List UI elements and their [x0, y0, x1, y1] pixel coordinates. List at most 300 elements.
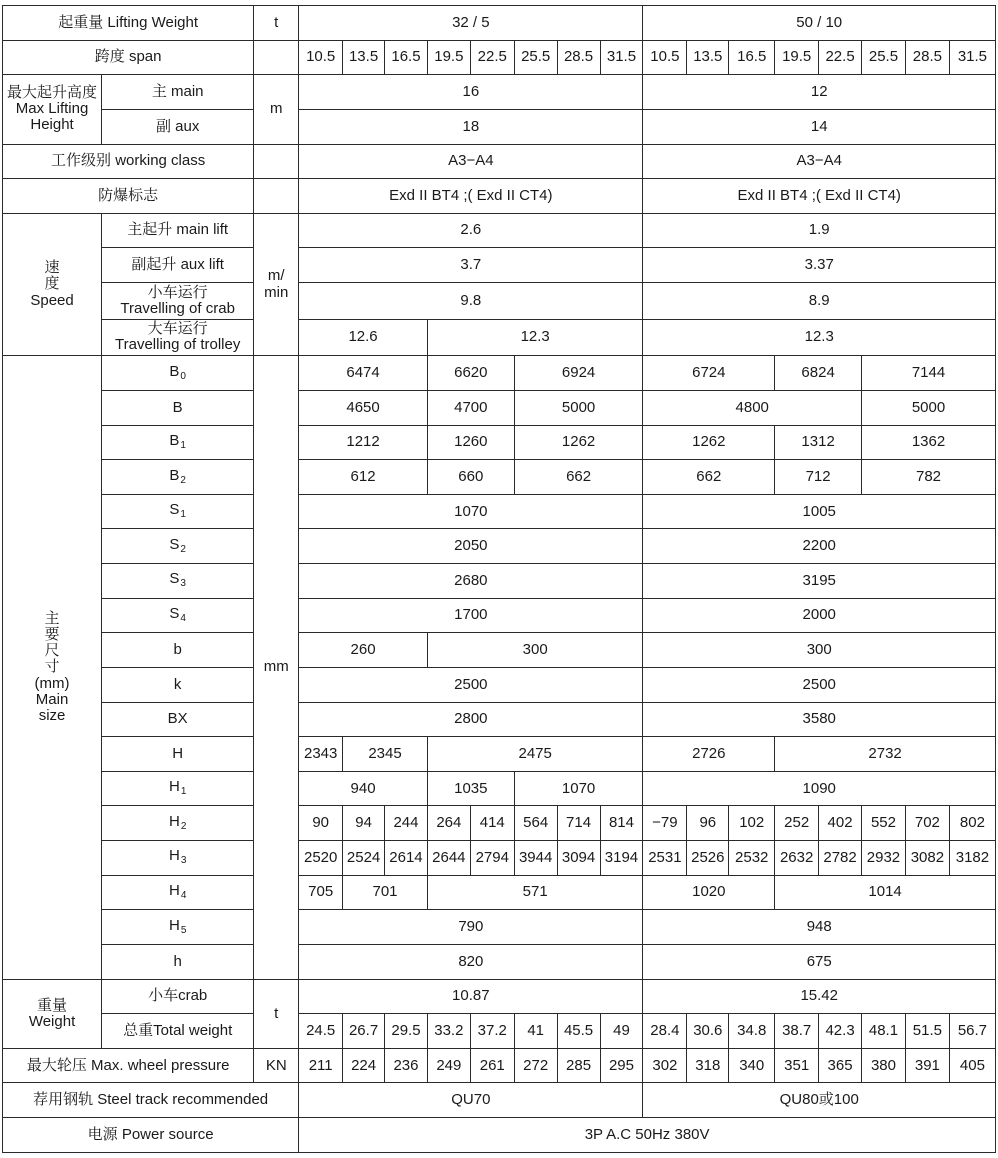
value	[299, 1083, 643, 1118]
cell-text: 主起升 main lift	[127, 221, 229, 239]
cell-text: 起重量 Lifting Weight	[58, 13, 199, 31]
value	[299, 460, 428, 495]
cell-text: 6724	[692, 364, 726, 382]
subscript: 2	[180, 820, 187, 832]
value	[299, 667, 643, 702]
cell-text: 56.7	[957, 1021, 988, 1039]
value	[385, 1014, 428, 1049]
value	[514, 841, 557, 876]
cell-text: 3.37	[804, 256, 834, 274]
dim-h-small	[102, 944, 254, 979]
cell-text: H	[168, 812, 180, 830]
value	[775, 356, 862, 391]
label-weight	[3, 979, 102, 1048]
capacity-32-5	[299, 6, 643, 41]
cell-text: Exd II BT4 ;( Exd II CT4)	[389, 186, 553, 204]
cell-text: 荐用钢轨 Steel track recommended	[33, 1091, 269, 1109]
cell-text: 940	[350, 779, 376, 797]
cell-text: 2.6	[460, 221, 482, 239]
cell-text: 2726	[692, 744, 726, 762]
value	[427, 737, 643, 772]
cell-text: 300	[522, 641, 548, 659]
value	[643, 702, 996, 737]
cell-text: 1035	[454, 779, 488, 797]
cell-text: 13.5	[348, 48, 379, 66]
value	[427, 1048, 470, 1083]
cell-text: 1014	[868, 883, 902, 901]
cell-text: 211	[308, 1056, 333, 1074]
cell-text: 31.5	[606, 48, 637, 66]
cell-text: 2732	[868, 744, 902, 762]
value	[643, 944, 996, 979]
span-value	[687, 40, 729, 75]
label-span	[3, 40, 254, 75]
cell-text: QU80或100	[779, 1091, 859, 1109]
cell-text: 1212	[346, 433, 380, 451]
cell-text: 782	[915, 467, 942, 485]
cell-text: 2794	[475, 848, 509, 866]
spec-row	[3, 771, 996, 806]
value	[949, 841, 995, 876]
cell-text: 12.6	[348, 328, 378, 346]
cell-text: 2500	[454, 675, 488, 693]
cell-line: min	[264, 283, 289, 301]
cell-text: 1.9	[808, 221, 830, 239]
cell-text: 22.5	[825, 48, 855, 66]
label-main	[102, 75, 254, 110]
dim-s2	[102, 529, 254, 564]
subscript: 4	[180, 613, 186, 625]
cell-text: 6924	[561, 364, 596, 382]
value	[819, 1014, 862, 1049]
cell-text: 副 aux	[156, 117, 200, 135]
dim-h5	[102, 910, 254, 945]
cell-text: 300	[806, 641, 832, 659]
cell-text: 2200	[802, 537, 836, 555]
cell-line: 主	[44, 609, 60, 627]
value	[299, 213, 643, 248]
dim-h2	[102, 806, 254, 841]
cell-text: 跨度 span	[94, 48, 162, 66]
unit-t	[254, 6, 299, 41]
cell-text: S	[169, 535, 180, 553]
cell-text: 4800	[735, 398, 769, 416]
cell-text: B	[169, 466, 180, 484]
span-value	[470, 40, 514, 75]
spec-row	[3, 598, 996, 633]
value	[470, 1014, 514, 1049]
cell-text: 6824	[801, 364, 835, 382]
cell-text: 37.2	[477, 1021, 507, 1039]
dim-b2	[102, 460, 254, 495]
value	[343, 875, 428, 910]
cell-text: 802	[959, 814, 985, 832]
cell-text: 工作级别 working class	[51, 152, 206, 170]
value	[343, 737, 428, 772]
cell-text: 249	[436, 1056, 462, 1074]
value	[729, 1014, 775, 1049]
value	[687, 841, 729, 876]
cell-line: m/	[267, 267, 285, 285]
value	[299, 390, 428, 425]
value	[299, 1048, 343, 1083]
value	[299, 737, 343, 772]
value	[600, 1048, 643, 1083]
value	[643, 633, 996, 668]
value	[343, 841, 385, 876]
dim-s3	[102, 564, 254, 599]
spec-row	[3, 910, 996, 945]
cell-text: 14	[810, 117, 828, 135]
value	[299, 806, 343, 841]
spec-row	[3, 806, 996, 841]
value	[470, 841, 514, 876]
spec-row	[3, 213, 996, 248]
cell-text: 260	[350, 641, 376, 659]
cell-text: 224	[351, 1056, 377, 1074]
spec-row	[3, 1118, 996, 1153]
value	[862, 1014, 906, 1049]
cell-text: 1070	[561, 779, 596, 797]
value	[643, 460, 775, 495]
cell-text: 3182	[955, 848, 990, 866]
cell-text: 272	[523, 1056, 549, 1074]
spec-row	[3, 144, 996, 179]
value	[643, 1048, 687, 1083]
cell-text: 365	[827, 1056, 853, 1074]
value	[643, 771, 996, 806]
cell-text: 552	[870, 814, 896, 832]
cell-text: B	[169, 431, 180, 449]
dim-bx	[102, 702, 254, 737]
value	[643, 1014, 687, 1049]
spec-row	[3, 460, 996, 495]
subscript: 1	[180, 509, 186, 521]
value	[299, 529, 643, 564]
cell-text: 38.7	[782, 1021, 812, 1039]
value	[819, 1048, 862, 1083]
value	[643, 667, 996, 702]
spec-row	[3, 667, 996, 702]
cell-text: k	[173, 675, 182, 693]
cell-text: 948	[806, 918, 832, 936]
value	[557, 1048, 600, 1083]
label-travelling-crab	[102, 283, 254, 320]
value	[819, 806, 862, 841]
label-main-size	[3, 356, 102, 979]
value	[470, 1048, 514, 1083]
value	[862, 356, 996, 391]
cell-text: 675	[806, 952, 832, 970]
cell-text: 351	[784, 1056, 810, 1074]
cell-line: 小车运行	[147, 283, 208, 301]
cell-text: B	[169, 362, 180, 380]
cell-line: 度	[44, 275, 60, 293]
value	[514, 1048, 557, 1083]
cell-text: 96	[699, 814, 717, 832]
dim-s4	[102, 598, 254, 633]
value	[643, 529, 996, 564]
cell-text: 4650	[346, 398, 380, 416]
spec-row	[3, 109, 996, 144]
value	[862, 806, 906, 841]
cell-text: 2644	[432, 848, 466, 866]
subscript: 3	[180, 855, 187, 867]
value	[643, 179, 996, 214]
value	[643, 425, 775, 460]
spec-row	[3, 248, 996, 283]
cell-text: b	[173, 641, 182, 659]
value	[299, 75, 643, 110]
cell-text: 1020	[692, 883, 726, 901]
unit-m-min	[254, 213, 299, 356]
cell-line: Speed	[30, 291, 74, 309]
value	[299, 1014, 343, 1049]
cell-text: 705	[308, 883, 334, 901]
value	[600, 806, 643, 841]
cell-line: 重量	[37, 996, 68, 1014]
subscript: 2	[180, 543, 186, 555]
cell-text: H	[172, 744, 184, 762]
cell-text: 10.87	[452, 987, 490, 1005]
value	[557, 1014, 600, 1049]
cell-text: 662	[696, 467, 722, 485]
cell-text: 16	[462, 82, 480, 100]
cell-line: 要	[44, 625, 60, 643]
value	[427, 875, 643, 910]
spec-row	[3, 979, 996, 1014]
spec-row	[3, 529, 996, 564]
label-power-source	[3, 1118, 299, 1153]
spec-row	[3, 425, 996, 460]
value	[385, 1048, 428, 1083]
capacity-50-10	[643, 6, 996, 41]
cell-text: 252	[784, 814, 810, 832]
cell-text: 19.5	[782, 48, 812, 66]
unit-empty	[254, 179, 299, 214]
cell-line: Travelling of crab	[120, 299, 235, 317]
value	[643, 390, 862, 425]
cell-text: 副起升 aux lift	[131, 256, 224, 274]
cell-text: 总重Total weight	[123, 1021, 233, 1039]
spec-row	[3, 283, 996, 320]
span-value	[862, 40, 906, 75]
spec-row	[3, 1083, 996, 1118]
value	[687, 1014, 729, 1049]
cell-text: 1700	[454, 606, 488, 624]
value	[299, 979, 643, 1014]
value	[775, 737, 996, 772]
label-lifting-weight	[3, 6, 254, 41]
value	[729, 1048, 775, 1083]
cell-text: KN	[265, 1056, 287, 1074]
cell-text: 4700	[454, 398, 488, 416]
cell-line: Max Lifting	[15, 100, 89, 118]
cell-text: t	[274, 13, 279, 31]
value-power-source	[299, 1118, 996, 1153]
spec-row	[3, 319, 996, 356]
value	[862, 425, 996, 460]
cell-text: 2000	[802, 606, 836, 624]
label-main-lift	[102, 213, 254, 248]
cell-text: 22.5	[477, 48, 507, 66]
cell-text: 10.5	[650, 48, 680, 66]
cell-text: 285	[566, 1056, 592, 1074]
value	[775, 1048, 819, 1083]
cell-text: 302	[652, 1056, 678, 1074]
cell-text: 814	[608, 814, 634, 832]
cell-text: 主 main	[151, 82, 204, 100]
value	[905, 806, 949, 841]
value	[643, 910, 996, 945]
cell-text: 48.1	[868, 1021, 899, 1039]
cell-text: 318	[695, 1056, 721, 1074]
unit-kn	[254, 1048, 299, 1083]
spec-row	[3, 179, 996, 214]
value	[643, 841, 687, 876]
cell-text: 12.3	[520, 328, 550, 346]
cell-text: 28.4	[650, 1021, 680, 1039]
unit-t	[254, 979, 299, 1048]
cell-text: 3194	[604, 848, 639, 866]
cell-text: 2614	[389, 848, 423, 866]
cell-text: 3944	[518, 848, 553, 866]
value	[775, 875, 996, 910]
value	[643, 356, 775, 391]
value	[862, 1048, 906, 1083]
span-value	[427, 40, 470, 75]
cell-text: 94	[355, 814, 372, 832]
cell-text: 2475	[518, 744, 552, 762]
cell-text: 264	[436, 814, 462, 832]
cell-text: 660	[458, 467, 484, 485]
cell-text: H	[168, 916, 180, 934]
span-value	[905, 40, 949, 75]
cell-text: 2782	[823, 848, 857, 866]
cell-line: Weight	[28, 1012, 76, 1030]
value	[600, 1014, 643, 1049]
cell-text: 1262	[561, 433, 596, 451]
value	[643, 737, 775, 772]
label-aux-lift	[102, 248, 254, 283]
value	[514, 390, 643, 425]
value	[299, 356, 428, 391]
value	[643, 598, 996, 633]
cell-text: 2632	[779, 848, 814, 866]
cell-text: 16.5	[737, 48, 767, 66]
label-crab-weight	[102, 979, 254, 1014]
cell-text: 391	[914, 1056, 940, 1074]
value	[643, 109, 996, 144]
cell-text: 33.2	[434, 1021, 464, 1039]
value	[643, 494, 996, 529]
cell-line: (mm)	[34, 674, 70, 692]
cell-text: 1005	[802, 502, 836, 520]
value	[643, 75, 996, 110]
value	[427, 771, 514, 806]
cell-text: 571	[522, 883, 548, 901]
value	[687, 1048, 729, 1083]
cell-line: Height	[30, 116, 74, 134]
cell-text: 32 / 5	[452, 13, 490, 31]
span-value	[514, 40, 557, 75]
cell-line: Travelling of trolley	[115, 336, 241, 354]
value	[299, 248, 643, 283]
cell-text: 2050	[454, 537, 488, 555]
value	[775, 841, 819, 876]
value	[949, 1048, 995, 1083]
cell-line: 速	[44, 259, 60, 277]
cell-text: 90	[312, 814, 330, 832]
value	[905, 1014, 949, 1049]
label-max-wheel-pressure	[3, 1048, 254, 1083]
cell-text: 6474	[346, 364, 380, 382]
cell-text: 380	[870, 1056, 896, 1074]
value	[905, 841, 949, 876]
cell-text: A3−A4	[796, 152, 842, 170]
cell-text: 9.8	[460, 291, 482, 309]
cell-text: 2532	[735, 848, 769, 866]
spec-row	[3, 841, 996, 876]
dim-b	[102, 390, 254, 425]
cell-line: size	[38, 706, 66, 724]
value	[427, 356, 514, 391]
label-aux	[102, 109, 254, 144]
label-total-weight	[102, 1014, 254, 1049]
value	[299, 944, 643, 979]
subscript: 5	[180, 924, 187, 936]
cell-text: 244	[393, 814, 419, 832]
cell-text: 49	[613, 1021, 630, 1039]
cell-text: 3094	[561, 848, 596, 866]
value	[729, 841, 775, 876]
value	[643, 564, 996, 599]
spec-row	[3, 1014, 996, 1049]
subscript: 4	[180, 890, 187, 902]
cell-text: 25.5	[868, 48, 899, 66]
cell-text: 2343	[303, 744, 338, 762]
dim-b1	[102, 425, 254, 460]
value	[775, 425, 862, 460]
cell-text: −79	[652, 814, 678, 832]
value	[905, 1048, 949, 1083]
value	[643, 248, 996, 283]
cell-text: 31.5	[957, 48, 988, 66]
cell-text: 18	[462, 117, 480, 135]
cell-text: 2520	[303, 848, 338, 866]
value	[643, 319, 996, 356]
cell-text: 34.8	[737, 1021, 767, 1039]
cell-text: 701	[372, 883, 398, 901]
cell-text: 402	[827, 814, 853, 832]
spec-row	[3, 75, 996, 110]
value	[775, 806, 819, 841]
span-value	[729, 40, 775, 75]
value	[299, 179, 643, 214]
value	[514, 356, 643, 391]
cell-text: 405	[959, 1056, 985, 1074]
value	[299, 910, 643, 945]
cell-text: 电源 Power source	[87, 1125, 214, 1143]
cell-text: 13.5	[693, 48, 723, 66]
dim-b0	[102, 356, 254, 391]
value	[299, 319, 428, 356]
cell-text: 15.42	[800, 987, 838, 1005]
value	[427, 841, 470, 876]
label-speed	[3, 213, 102, 356]
cell-text: H	[168, 882, 180, 900]
spec-row	[3, 875, 996, 910]
